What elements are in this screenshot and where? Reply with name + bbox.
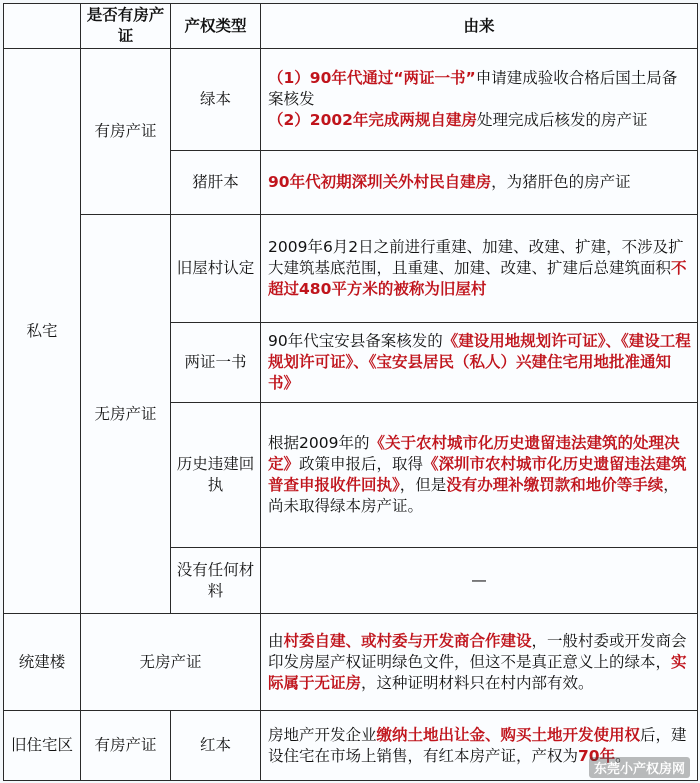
property-rights-table (3, 3, 698, 781)
origin-cell (261, 49, 698, 151)
origin-highlight: （1）90年代通过“两证一书” (268, 69, 476, 87)
origin-text: ，尚未取得绿本房产证。 (268, 476, 679, 515)
origin-highlight: 村委自建、或村委与开发商合作建设 (283, 631, 532, 650)
watermark: 东莞小产权房网 (589, 757, 690, 778)
header-row (4, 4, 698, 49)
origin-highlight: 不超过480平方米的被称为旧屋村 (268, 259, 687, 298)
origin-text: 后，建设住宅在市场上销售，有红本房产证，产权为 (268, 725, 687, 765)
has-cert-cell: 无房产证 (81, 614, 261, 711)
category-cell: 旧住宅区 (4, 711, 81, 781)
category-cell: 私宅 (4, 49, 81, 614)
origin-highlight: 《深圳市农村城市化历史遗留违法建筑普查申报收件回执》 (268, 455, 687, 494)
header-origin: 由来 (261, 4, 698, 49)
origin-text: 由 (268, 631, 284, 650)
origin-cell (261, 215, 698, 323)
table-row (4, 614, 698, 711)
type-cell: 绿本 (171, 49, 261, 151)
origin-highlight: 90年代初期深圳关外村民自建房 (268, 173, 492, 191)
origin-highlight: 没有办理补缴罚款和地价等手续 (446, 476, 664, 494)
type-cell: 红本 (171, 711, 261, 781)
origin-highlight: （2）2002年完成两规自建房 (268, 111, 477, 129)
type-cell: 猪肝本 (171, 151, 261, 215)
origin-text: ，这种证明材料只在村内部有效。 (361, 673, 594, 692)
has-cert-cell: 无房产证 (81, 215, 171, 614)
origin-text: 90年代宝安县备案核发的 (268, 332, 443, 350)
header-category (4, 4, 81, 49)
table-row (4, 49, 698, 151)
table-row (4, 215, 698, 323)
origin-cell (261, 323, 698, 403)
origin-cell: — (261, 548, 698, 614)
origin-cell (261, 614, 698, 711)
origin-text: 。 (615, 746, 631, 765)
has-cert-cell: 有房产证 (81, 49, 171, 215)
origin-text: 处理完成后核发的房产证 (476, 111, 648, 129)
origin-text: 申请建成验收合格后国土局备案核发 (268, 69, 678, 108)
origin-highlight: 70年 (578, 746, 616, 765)
origin-highlight: 缴纳土地出让金、购买土地开发使用权 (376, 725, 641, 744)
origin-text: ，一般村委或开发商会印发房屋产权证明绿色文件，但这不是真正意义上的绿本， (268, 631, 687, 671)
origin-highlight: 实际属于无证房 (268, 652, 687, 692)
header-has-cert: 是否有房产证 (81, 4, 171, 49)
origin-text: 根据2009年的 (268, 434, 370, 452)
origin-highlight: 《关于农村城市化历史遗留违法建筑的处理决定》 (268, 434, 680, 473)
origin-text: 2009年6月2日之前进行重建、加建、改建、扩建，不涉及扩大建筑基底范围，且重建、加建、改建、扩建后总建筑面积 (268, 238, 684, 277)
header-type: 产权类型 (171, 4, 261, 49)
origin-text: ，为猪肝色的房产证 (491, 173, 631, 191)
type-cell: 没有任何材料 (171, 548, 261, 614)
origin-cell (261, 151, 698, 215)
origin-text: ，但是 (399, 476, 447, 494)
origin-cell (261, 403, 698, 548)
type-cell: 旧屋村认定 (171, 215, 261, 323)
origin-text: 房地产开发企业 (268, 725, 377, 744)
has-cert-cell: 有房产证 (81, 711, 171, 781)
category-cell: 统建楼 (4, 614, 81, 711)
type-cell: 历史违建回执 (171, 403, 261, 548)
type-cell: 两证一书 (171, 323, 261, 403)
origin-highlight: 《建设用地规划许可证》、《建设工程规划许可证》、《宝安县居民（私人）兴建住宅用地批准通知书》 (268, 332, 691, 392)
origin-text: 政策申报后，取得 (299, 455, 424, 473)
